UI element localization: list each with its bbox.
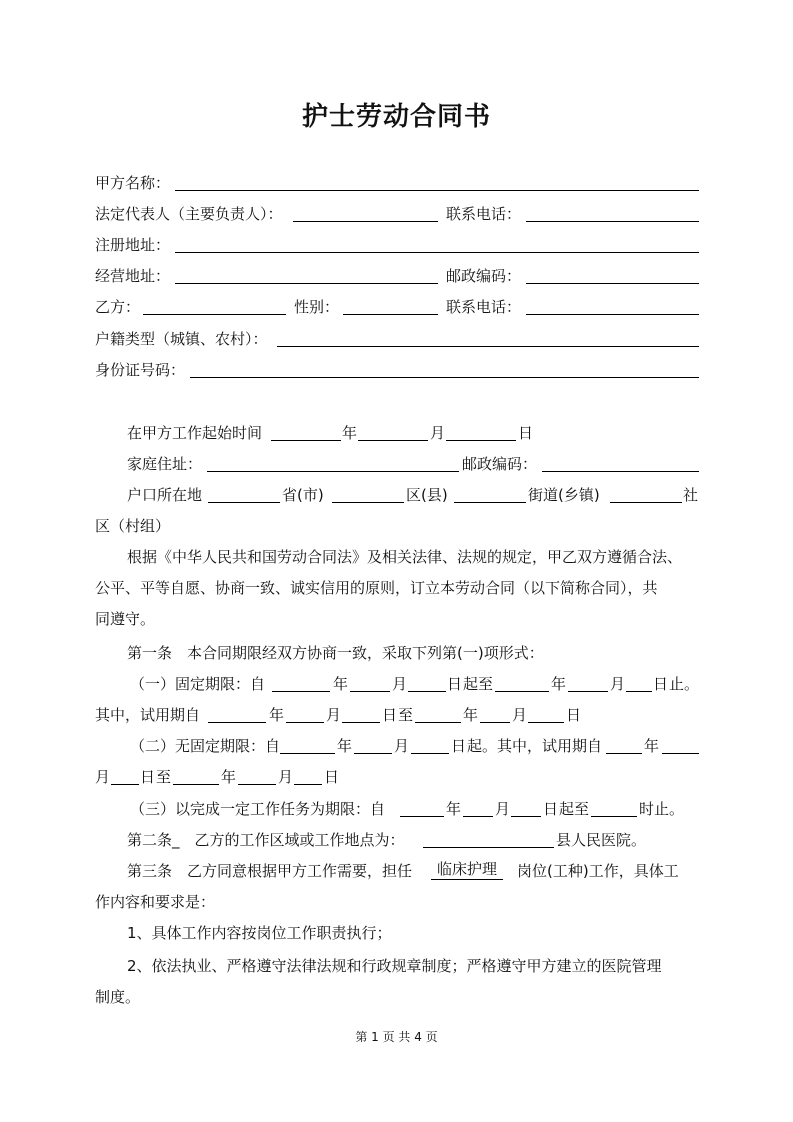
reg-address-line[interactable]: [175, 252, 699, 253]
ft-year2: 年: [551, 675, 567, 693]
otp-year1: 年: [644, 737, 660, 755]
article-3-text-2: 岗位(工种)工作，具体工: [517, 862, 679, 880]
otp-start-year[interactable]: [606, 753, 642, 754]
article-2: [95, 829, 699, 851]
tt-qizhi: 起至: [559, 800, 590, 818]
open-term-probation-line: [95, 766, 699, 788]
party-b-line[interactable]: [143, 314, 286, 315]
community-label: 区（村组）: [95, 517, 171, 535]
ftp-start-year[interactable]: [208, 722, 266, 723]
ftp-end-month[interactable]: [480, 722, 510, 723]
article-1-text: 第一条 本合同期限经双方协商一致，采取下列第(一)项形式：: [127, 644, 544, 662]
otp-end-year[interactable]: [173, 784, 219, 785]
task-term-line: [95, 798, 699, 820]
hukou-location-line: [95, 484, 699, 506]
hukou-loc-label: 户口所在地: [127, 486, 203, 504]
ftp-zhi: 至: [398, 706, 414, 724]
fixed-term-probation-line: [95, 704, 699, 726]
start-day-blank[interactable]: [446, 440, 516, 441]
task-term-label: （三）以完成一定工作任务为期限：自: [130, 800, 386, 818]
ft-day1: 日: [447, 675, 463, 693]
tt-end-hour[interactable]: [591, 816, 637, 817]
ftp-end-day[interactable]: [528, 722, 564, 723]
ftp-day1: 日: [382, 706, 398, 724]
field-party-b: [95, 296, 699, 318]
ftp-month1: 月: [326, 706, 342, 724]
fixed-term-label: （一）固定期限：自: [130, 675, 266, 693]
article-3-text-1: 第三条 乙方同意根据甲方工作需要，担任: [127, 862, 413, 880]
she-label: 社: [683, 486, 699, 504]
otp-start-day[interactable]: [111, 784, 139, 785]
party-b-label: 乙方：: [95, 298, 141, 316]
tt-year: 年: [446, 800, 462, 818]
postcode1-label: 邮政编码：: [446, 267, 522, 285]
biz-address-label: 经营地址：: [95, 267, 171, 285]
document-title: 护士劳动合同书: [301, 102, 491, 132]
ft-day2: 日: [653, 675, 669, 693]
postcode1-line[interactable]: [526, 283, 699, 284]
ft-qizhi: 起至: [463, 675, 494, 693]
district-label: 区(县): [406, 486, 448, 504]
basis-para-2: [95, 577, 699, 599]
basis-text-3: 同遵守。: [95, 610, 156, 628]
field-reg-address: [95, 234, 699, 256]
postcode2-label: 邮政编码：: [462, 455, 538, 473]
ot-year1: 年: [337, 737, 353, 755]
field-legal-rep: [95, 203, 699, 225]
ot-start-day[interactable]: [411, 753, 449, 754]
start-year-unit: 年: [342, 424, 358, 442]
ft-start-year[interactable]: [272, 691, 330, 692]
phone1-line[interactable]: [526, 221, 699, 222]
phone2-line[interactable]: [526, 314, 699, 315]
page-footer: 第 1 页 共 4 页: [355, 1030, 438, 1044]
ft-start-day[interactable]: [408, 691, 446, 692]
start-month-blank[interactable]: [358, 440, 428, 441]
start-time-label: 在甲方工作起始时间: [127, 424, 263, 442]
party-a-name-line[interactable]: [175, 190, 699, 191]
reg-address-label: 注册地址：: [95, 236, 171, 254]
province-label: 省(市): [282, 486, 324, 504]
phone1-label: 联系电话：: [446, 205, 522, 223]
ftp-month2: 月: [512, 706, 528, 724]
otp-day1: 日: [140, 768, 156, 786]
otp-zhi: 至: [156, 768, 172, 786]
fixed-term-line: [95, 673, 699, 695]
ft-probation-label: 其中，试用期自: [95, 706, 201, 724]
tt-start-day[interactable]: [511, 816, 541, 817]
item-2: [95, 955, 699, 977]
otp-month1: 月: [95, 768, 111, 786]
ftp-day2: 日: [566, 706, 582, 724]
field-id-no: [95, 359, 699, 381]
home-address-blank[interactable]: [207, 471, 459, 472]
ft-year1: 年: [333, 675, 349, 693]
tt-day: 日: [543, 800, 559, 818]
item-2-text-2: 制度。: [95, 988, 141, 1006]
basis-para-1: [95, 546, 699, 568]
ot-start-year[interactable]: [280, 753, 335, 754]
community-line: [95, 515, 699, 537]
article-1: [95, 642, 699, 664]
legal-rep-label: 法定代表人（主要负责人）：: [95, 205, 283, 223]
start-time-line: [95, 422, 699, 444]
ft-start-month[interactable]: [350, 691, 390, 692]
ftp-year1: 年: [269, 706, 285, 724]
item-2-cont: [95, 986, 699, 1008]
legal-rep-line[interactable]: [293, 221, 438, 222]
item-1: [95, 922, 699, 944]
field-biz-address: [95, 265, 699, 287]
otp-day2: 日: [324, 768, 340, 786]
ft-month1: 月: [392, 675, 408, 693]
ftp-start-month[interactable]: [286, 722, 324, 723]
id-no-label: 身份证号码：: [95, 361, 186, 379]
ot-start-month[interactable]: [354, 753, 392, 754]
open-term-line: [95, 735, 699, 757]
ft-month2: 月: [610, 675, 626, 693]
party-a-name-label: 甲方名称：: [95, 174, 171, 192]
basis-text-2: 公平、平等自愿、协商一致、诚实信用的原则，订立本劳动合同（以下简称合同），共: [95, 579, 658, 597]
otp-year2: 年: [221, 768, 237, 786]
field-party-a-name: [95, 172, 699, 194]
ftp-year2: 年: [463, 706, 479, 724]
gender-label: 性别：: [294, 298, 340, 316]
start-year-blank[interactable]: [271, 440, 341, 441]
ftp-start-day[interactable]: [342, 722, 380, 723]
otp-month2: 月: [278, 768, 294, 786]
province-blank[interactable]: [208, 502, 280, 503]
ot-day1: 日: [451, 737, 467, 755]
article-2-text: 第二条_ 乙方的工作区域或工作地点为：: [127, 831, 405, 849]
article-3-job[interactable]: 临床护理: [431, 860, 503, 880]
basis-para-3: [95, 608, 699, 630]
ft-end-day[interactable]: [626, 691, 652, 692]
article-3: [95, 860, 699, 882]
article-3-text-3: 作内容和要求是：: [95, 893, 216, 911]
phone2-label: 联系电话：: [446, 298, 522, 316]
start-day-unit: 日: [518, 424, 534, 442]
item-2-text-1: 2、依法执业、严格遵守法律法规和行政规章制度；严格遵守甲方建立的医院管理: [127, 957, 662, 975]
id-no-line[interactable]: [190, 377, 699, 378]
otp-start-month[interactable]: [662, 753, 699, 754]
postcode2-blank[interactable]: [542, 471, 699, 472]
ft-end-month[interactable]: [568, 691, 608, 692]
field-hukou-type: [95, 328, 699, 350]
otp-end-month[interactable]: [238, 784, 276, 785]
tt-start-year[interactable]: [400, 816, 444, 817]
ot-month1: 月: [394, 737, 410, 755]
district-blank[interactable]: [332, 502, 404, 503]
basis-text-1: 根据《中华人民共和国劳动合同法》及相关法律、法规的规定，甲乙双方遵循合法、: [127, 548, 683, 566]
home-address-label: 家庭住址：: [127, 455, 203, 473]
tt-start-month[interactable]: [463, 816, 493, 817]
home-address-line: [95, 453, 699, 475]
article-2-hospital: 县人民医院。: [556, 831, 647, 849]
street-label: 街道(乡镇): [528, 486, 600, 504]
gender-line[interactable]: [343, 314, 438, 315]
hukou-type-label: 户籍类型（城镇、农村）：: [95, 330, 268, 348]
item-1-text: 1、具体工作内容按岗位工作职责执行；: [127, 924, 392, 942]
biz-address-line[interactable]: [175, 283, 438, 284]
she-blank[interactable]: [610, 502, 682, 503]
otp-end-day[interactable]: [294, 784, 322, 785]
work-location-blank[interactable]: [423, 847, 554, 848]
street-blank[interactable]: [454, 502, 526, 503]
open-term-label: （二）无固定期限：自: [130, 737, 281, 755]
tt-month: 月: [495, 800, 511, 818]
hukou-type-line[interactable]: [277, 346, 699, 347]
ft-zhi: 止。: [669, 675, 700, 693]
ft-end-year[interactable]: [495, 691, 549, 692]
ot-probation-label: 起。其中，试用期自: [467, 737, 603, 755]
start-month-unit: 月: [430, 424, 446, 442]
ftp-end-year[interactable]: [415, 722, 461, 723]
tt-shi-zhi: 时止。: [639, 800, 685, 818]
article-3-cont: [95, 891, 699, 913]
